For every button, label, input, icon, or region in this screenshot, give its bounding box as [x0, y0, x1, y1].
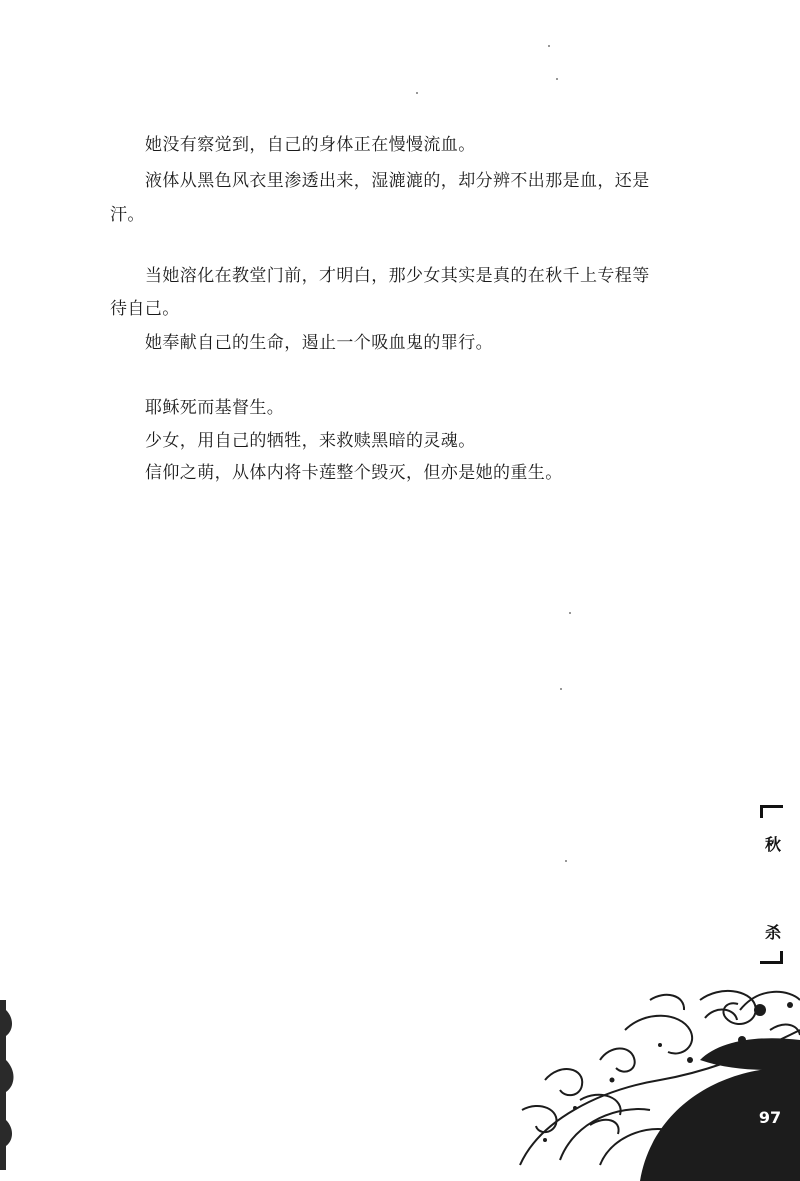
body-line: 液体从黑色风衣里渗透出来，湿漉漉的，却分辨不出那是血，还是 — [145, 171, 650, 191]
page-number: 97 — [758, 1108, 782, 1127]
side-title-char: 秋 — [764, 835, 781, 854]
side-title-char: 杀 — [764, 923, 781, 942]
body-line: 当她溶化在教堂门前，才明白，那少女其实是真的在秋千上专程等 — [145, 266, 650, 286]
body-line: 信仰之萌，从体内将卡莲整个毁灭，但亦是她的重生。 — [145, 463, 563, 483]
body-line: 汗。 — [110, 205, 145, 225]
body-line: 她奉献自己的生命，遏止一个吸血鬼的罪行。 — [145, 333, 493, 353]
body-line: 待自己。 — [110, 299, 180, 319]
body-line: 耶稣死而基督生。 — [145, 398, 285, 418]
body-line: 少女，用自己的牺牲，来救赎黑暗的灵魂。 — [145, 431, 476, 451]
body-line: 她没有察觉到，自己的身体正在慢慢流血。 — [145, 135, 476, 155]
